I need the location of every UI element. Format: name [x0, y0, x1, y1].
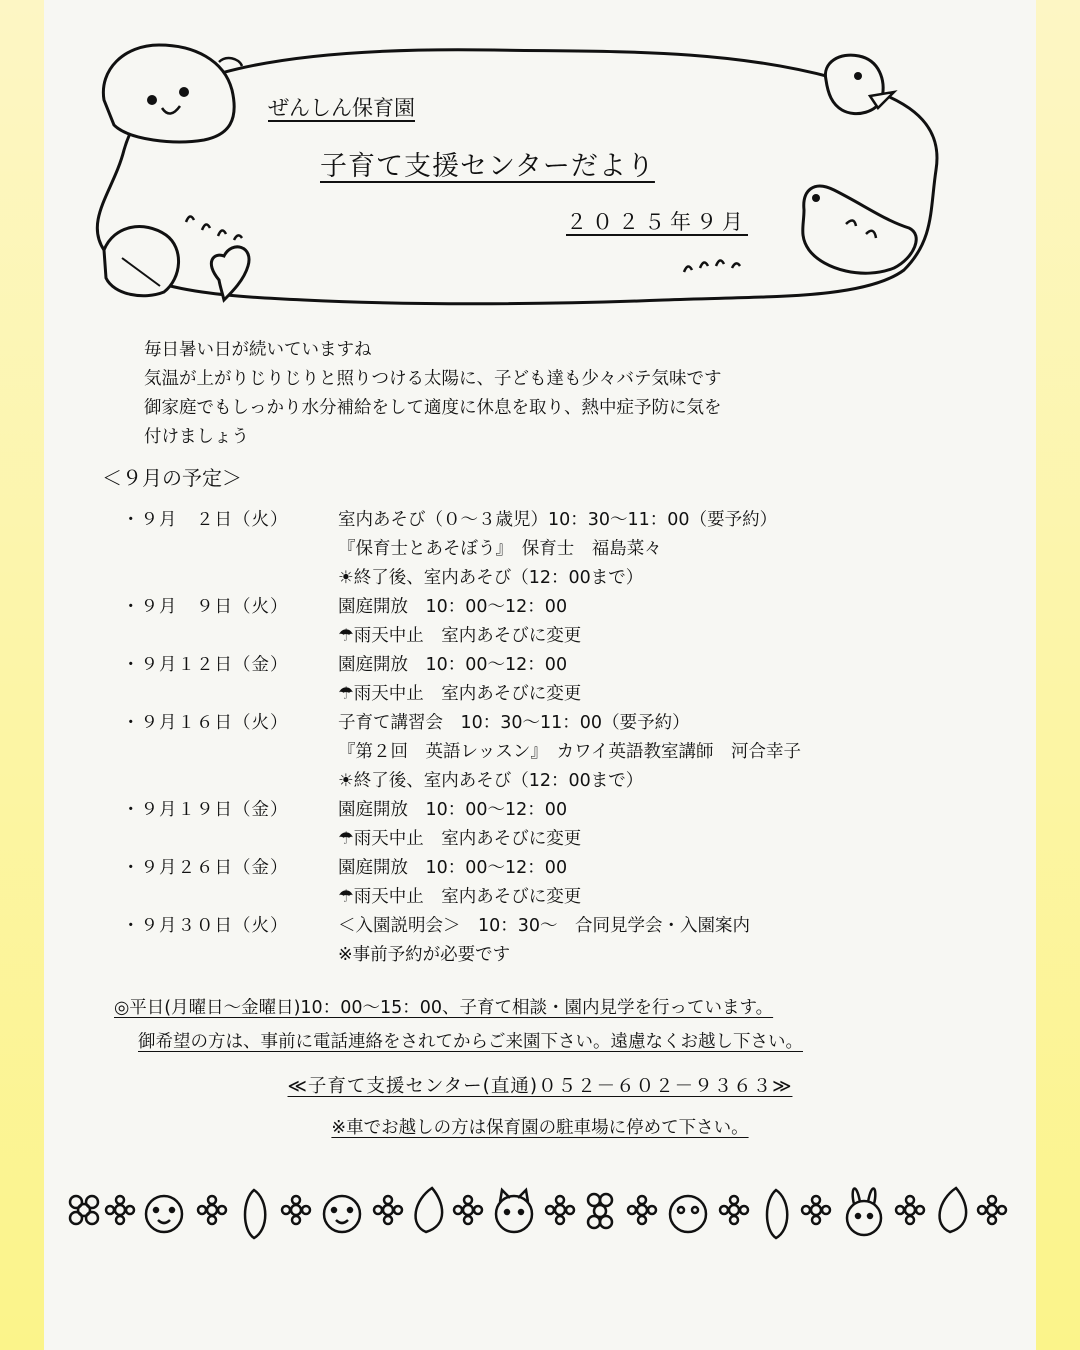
newsletter-title: 子育て支援センターだより	[320, 151, 655, 182]
schedule-date: ・９月 ９日（火）	[122, 597, 289, 617]
mole-right-icon	[803, 186, 916, 273]
schedule-date: ・９月３０日（火）	[122, 916, 289, 936]
schedule-detail: ※事前予約が必要です	[338, 945, 511, 965]
flower-icon	[720, 1196, 748, 1224]
schedule-detail: ☂雨天中止 室内あそびに変更	[338, 829, 582, 849]
schedule-detail: ☂雨天中止 室内あそびに変更	[338, 887, 582, 907]
vegetable-icon	[245, 1190, 265, 1238]
heart-icon	[211, 247, 249, 300]
grapes-icon	[588, 1194, 612, 1228]
weekday-info: ◎平日(月曜日～金曜日)10：00～15：00、子育て相談・園内見学を行っています。	[114, 998, 774, 1018]
onion-icon	[940, 1188, 967, 1232]
flower-icon	[628, 1196, 656, 1224]
schedule-item	[122, 709, 801, 796]
newsletter-paper	[44, 0, 1036, 1350]
decorative-border	[64, 1170, 1014, 1250]
contact-request: 御希望の方は、事前に電話連絡をされてからご来園下さい。遠慮なくお越し下さい。	[138, 1032, 803, 1052]
schedule-detail: 園庭開放 10：00～12：00	[338, 800, 568, 820]
intro-line: 気温が上がりじりじりと照りつける太陽に、子ども達も少々バテ気味です	[144, 369, 722, 389]
vegetable-icon	[767, 1190, 787, 1238]
flower-icon	[454, 1196, 482, 1224]
schedule-date: ・９月１２日（金）	[122, 655, 289, 675]
parking-note: ※車でお越しの方は保育園の駐車場に停めて下さい。	[331, 1118, 749, 1138]
flower-icon	[896, 1196, 924, 1224]
leaf-icon	[104, 227, 179, 296]
flower-icon	[374, 1196, 402, 1224]
schedule-detail: 『第２回 英語レッスン』 カワイ英語教室講師 河合幸子	[338, 742, 802, 762]
bear-face-icon	[146, 1196, 182, 1232]
intro-line: 付けましょう	[144, 427, 249, 447]
issue-date: ２０２５年９月	[566, 210, 748, 234]
cat-face-icon	[496, 1190, 532, 1232]
flower-icon	[282, 1196, 310, 1224]
schedule-detail: ☀終了後、室内あそび（12：00まで）	[338, 568, 644, 588]
schedule-date: ・９月１９日（金）	[122, 800, 289, 820]
owl-face-icon	[670, 1196, 706, 1232]
schedule-detail: 室内あそび（０～３歳児）10：30～11：00（要予約）	[338, 510, 778, 530]
squiggle-left	[186, 216, 242, 240]
schedule-detail: 『保育士とあそぼう』 保育士 福島菜々	[338, 539, 662, 559]
phone-contact: ≪子育て支援センター(直通)０５２－６０２－９３６３≫	[287, 1076, 793, 1097]
flower-icon	[106, 1196, 134, 1224]
onion-icon	[416, 1188, 443, 1232]
rabbit-face-icon	[847, 1189, 881, 1235]
schedule-item	[122, 593, 801, 651]
schedule-detail: ☀終了後、室内あそび（12：00まで）	[338, 771, 644, 791]
intro-text	[144, 336, 722, 452]
schedule-detail: ☂雨天中止 室内あそびに変更	[338, 626, 582, 646]
schedule-date: ・９月 ２日（火）	[122, 510, 289, 530]
squiggle-right	[684, 260, 740, 272]
flower-icon	[546, 1196, 574, 1224]
schedule-item	[122, 854, 801, 912]
flower-icon	[198, 1196, 226, 1224]
flower-icon	[978, 1196, 1006, 1224]
schedule-item	[122, 506, 801, 593]
schedule-detail: ＜入園説明会＞ 10：30～ 合同見学会・入園案内	[338, 916, 751, 936]
schedule-detail: ☂雨天中止 室内あそびに変更	[338, 684, 582, 704]
schedule-item	[122, 796, 801, 854]
intro-line: 毎日暑い日が続いていますね	[144, 340, 372, 360]
schedule-heading: ＜９月の予定＞	[102, 466, 242, 490]
mole-character-icon	[103, 45, 242, 142]
schedule-list	[122, 506, 801, 970]
schedule-detail: 園庭開放 10：00～12：00	[338, 655, 568, 675]
schedule-item	[122, 912, 801, 970]
schedule-date: ・９月１６日（火）	[122, 713, 289, 733]
schedule-detail: 子育て講習会 10：30～11：00（要予約）	[338, 713, 690, 733]
intro-line: 御家庭でもしっかり水分補給をして適度に休息を取り、熱中症予防に気を	[144, 398, 722, 418]
bear-face-icon	[324, 1196, 360, 1232]
schedule-detail: 園庭開放 10：00～12：00	[338, 597, 568, 617]
chick-icon	[825, 55, 894, 113]
schedule-date: ・９月２６日（金）	[122, 858, 289, 878]
flower-icon	[70, 1196, 98, 1224]
school-name: ぜんしん保育園	[268, 96, 415, 120]
schedule-detail: 園庭開放 10：00～12：00	[338, 858, 568, 878]
flower-icon	[802, 1196, 830, 1224]
schedule-item	[122, 651, 801, 709]
